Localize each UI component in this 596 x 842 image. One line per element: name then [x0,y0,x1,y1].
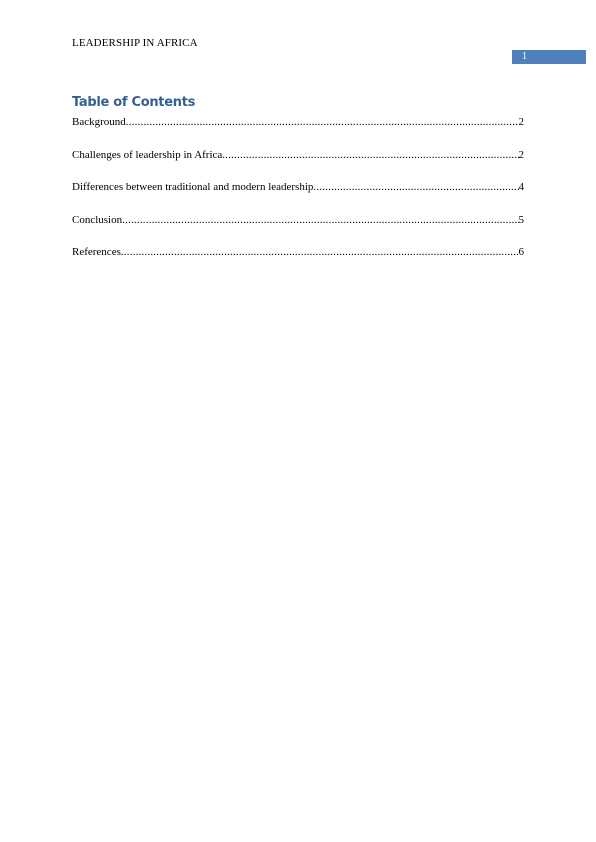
toc-entry-background[interactable] [72,115,524,129]
running-head: LEADERSHIP IN AFRICA [72,37,198,49]
toc-entry-label: Conclusion [72,213,123,226]
toc-entry-page: 5 [518,213,524,226]
toc-dot-leader [121,245,519,259]
toc-entry-page: 2 [518,148,524,161]
page-number-badge: 1 [512,50,586,64]
toc-entry-conclusion[interactable] [72,213,524,227]
toc-entry-challenges[interactable] [72,148,524,162]
toc-entry-label: References [72,246,121,258]
toc-entry-page: 6 [518,246,524,258]
toc-entry-label: Background [72,116,126,128]
toc-dot-leader [313,180,518,194]
toc-entry-label: Challenges of leadership in Africa [72,148,223,161]
toc-entry-page: 4 [518,181,524,193]
toc-entry-references[interactable] [72,245,524,259]
toc-entry-page: 2 [518,116,524,128]
toc-dot-leader [222,148,518,162]
toc-entry-label: Differences between traditional and modern leadership [72,181,314,193]
toc-dot-leader [126,115,519,129]
toc-heading: Table of Contents [72,95,196,110]
toc-entry-differences[interactable] [72,180,524,194]
toc-list [72,115,524,278]
toc-dot-leader [122,213,518,227]
